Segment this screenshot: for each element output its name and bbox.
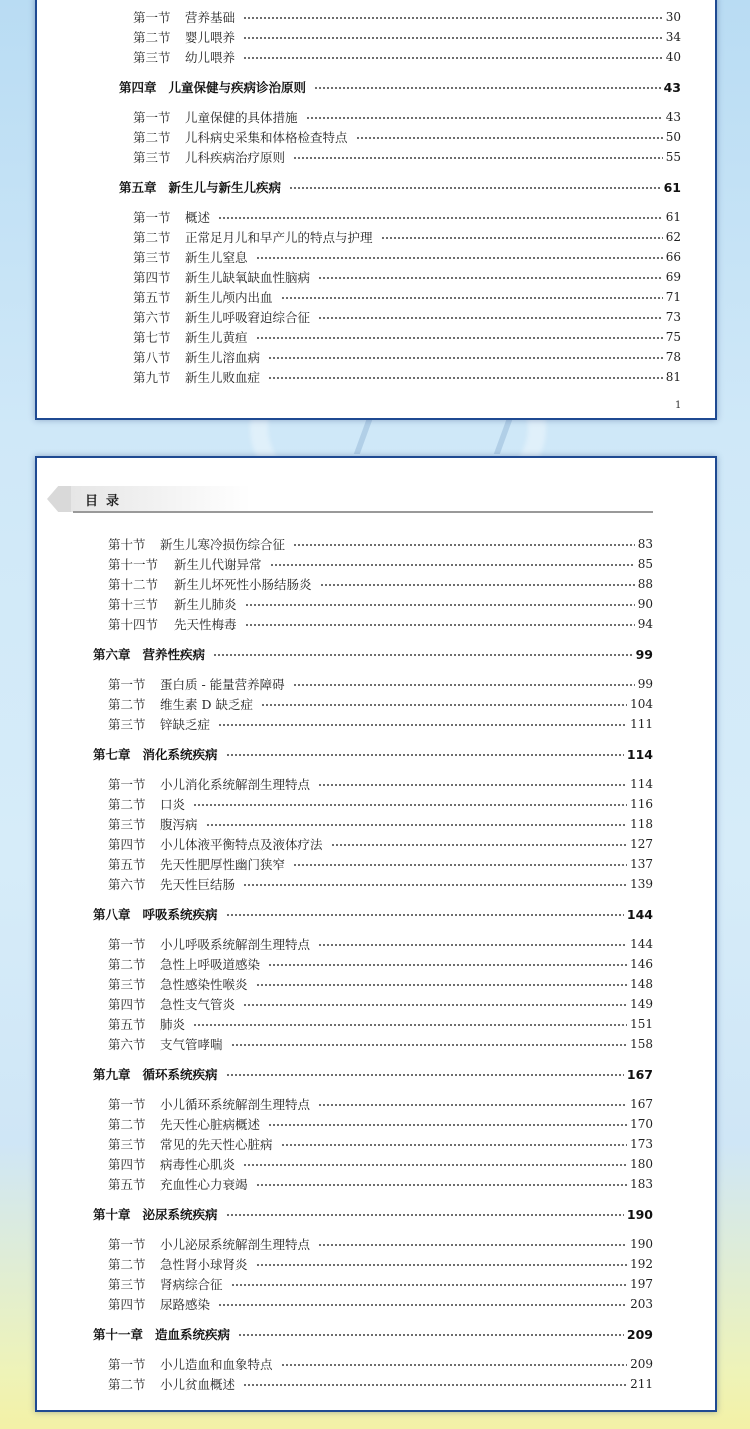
dot-leader <box>306 117 663 119</box>
toc-section-row[interactable] <box>108 974 653 994</box>
section-number: 第四节 <box>108 1157 146 1172</box>
dot-leader <box>243 1004 627 1006</box>
dot-leader <box>356 137 663 139</box>
dot-leader <box>243 57 663 59</box>
toc-chapter-row[interactable] <box>93 1204 653 1224</box>
section-number: 第三节 <box>108 1277 146 1292</box>
page-ref: 111 <box>630 717 653 731</box>
section-title: 急性肾小球肾炎 <box>160 1257 248 1272</box>
section-title: 营养基础 <box>185 10 236 25</box>
section-title: 急性感染性喉炎 <box>160 977 248 992</box>
dot-leader <box>256 984 628 986</box>
section-title: 先天性心脏病概述 <box>160 1117 261 1132</box>
dot-leader <box>314 87 661 89</box>
section-number: 第一节 <box>108 777 146 792</box>
section-title: 小儿贫血概述 <box>160 1377 236 1392</box>
dot-leader <box>245 604 635 606</box>
dot-leader <box>243 1384 627 1386</box>
page-ref: 71 <box>665 290 681 304</box>
section-number: 第二节 <box>108 797 146 812</box>
header-rule <box>73 511 653 513</box>
page-ref: 78 <box>665 350 681 364</box>
toc-section-row[interactable] <box>108 694 653 714</box>
chapter-number: 第六章 <box>93 647 131 662</box>
chapter-number: 第四章 <box>119 80 157 95</box>
section-number: 第二节 <box>133 30 171 45</box>
toc-section-row[interactable] <box>133 247 681 267</box>
section-title: 新生儿寒冷损伤综合征 <box>160 537 286 552</box>
toc-section-row[interactable] <box>133 27 681 47</box>
section-title: 小儿循环系统解剖生理特点 <box>160 1097 311 1112</box>
toc-section-row[interactable] <box>108 1374 653 1394</box>
section-number: 第十一节 <box>108 557 159 572</box>
chapter-number: 第九章 <box>93 1067 131 1082</box>
section-title: 新生儿呼吸窘迫综合征 <box>185 310 311 325</box>
toc-section-row[interactable] <box>108 1094 653 1114</box>
toc-section-row[interactable] <box>133 367 681 387</box>
dot-leader <box>293 544 635 546</box>
section-title: 病毒性心肌炎 <box>160 1157 236 1172</box>
section-number: 第六节 <box>108 877 146 892</box>
dot-leader <box>261 704 627 706</box>
section-title: 蛋白质 - 能量营养障碍 <box>160 677 285 692</box>
dot-leader <box>226 754 624 756</box>
section-title: 正常足月儿和早产儿的特点与护理 <box>185 230 373 245</box>
toc-chapter-row[interactable] <box>93 904 653 924</box>
section-number: 第三节 <box>133 50 171 65</box>
section-number: 第四节 <box>108 837 146 852</box>
page-ref: 34 <box>665 30 681 44</box>
section-title: 肾病综合征 <box>160 1277 223 1292</box>
section-title: 锌缺乏症 <box>160 717 211 732</box>
toc-section-row[interactable] <box>108 814 653 834</box>
section-title: 婴儿喂养 <box>185 30 236 45</box>
toc-section-row[interactable] <box>108 1274 653 1294</box>
page-ref: 118 <box>630 817 653 831</box>
section-number: 第二节 <box>133 230 171 245</box>
section-title: 常见的先天性心脏病 <box>160 1137 273 1152</box>
toc-section-row[interactable] <box>108 874 653 894</box>
dot-leader <box>331 844 628 846</box>
dot-leader <box>256 1184 628 1186</box>
section-number: 第四节 <box>108 997 146 1012</box>
section-title: 新生儿败血症 <box>185 370 261 385</box>
dot-leader <box>268 1124 627 1126</box>
dot-leader <box>193 1024 627 1026</box>
dot-leader <box>268 964 627 966</box>
section-number: 第二节 <box>108 697 146 712</box>
section-number: 第六节 <box>108 1037 146 1052</box>
toc-chapter-row[interactable] <box>93 644 653 664</box>
section-number: 第一节 <box>108 1237 146 1252</box>
dot-leader <box>218 724 627 726</box>
toc-section-row[interactable] <box>108 1354 653 1374</box>
page-ref: 192 <box>630 1257 653 1271</box>
page-ref: 61 <box>663 179 681 195</box>
dot-leader <box>318 1244 627 1246</box>
toc-section-row[interactable] <box>108 574 653 594</box>
toc-section-row[interactable] <box>108 1294 653 1314</box>
page-ref: 127 <box>630 837 653 851</box>
page-ref: 190 <box>626 1206 653 1222</box>
section-title: 腹泻病 <box>160 817 198 832</box>
page-ref: 148 <box>630 977 653 991</box>
dot-leader <box>281 297 663 299</box>
toc-section-row[interactable] <box>133 107 681 127</box>
page-ref: 90 <box>637 597 653 611</box>
toc-section-row[interactable] <box>133 267 681 287</box>
dot-leader <box>213 654 633 656</box>
section-title: 儿科病史采集和体格检查特点 <box>185 130 348 145</box>
page-ref: 209 <box>626 1326 653 1342</box>
section-number: 第七节 <box>133 330 171 345</box>
section-title: 幼儿喂养 <box>185 50 236 65</box>
dot-leader <box>256 337 663 339</box>
dot-leader <box>245 624 635 626</box>
dot-leader <box>381 237 663 239</box>
section-title: 小儿呼吸系统解剖生理特点 <box>160 937 311 952</box>
section-number: 第一节 <box>133 210 171 225</box>
page-ref: 190 <box>630 1237 653 1251</box>
toc-section-row[interactable] <box>108 1154 653 1174</box>
dot-leader <box>293 157 663 159</box>
page-ref: 151 <box>630 1017 653 1031</box>
toc-section-row[interactable] <box>133 207 681 227</box>
section-title: 新生儿代谢异常 <box>174 557 262 572</box>
page-ref: 167 <box>630 1097 653 1111</box>
section-number: 第二节 <box>108 1117 146 1132</box>
section-number: 第一节 <box>108 677 146 692</box>
toc-section-row[interactable] <box>108 1114 653 1134</box>
toc-section-row[interactable] <box>108 674 653 694</box>
section-number: 第一节 <box>133 110 171 125</box>
page-ref: 61 <box>665 210 681 224</box>
toc-section-row[interactable] <box>133 227 681 247</box>
section-number: 第四节 <box>133 270 171 285</box>
dot-leader <box>226 1214 624 1216</box>
page-ref: 69 <box>665 270 681 284</box>
page-ref: 81 <box>665 370 681 384</box>
section-number: 第十三节 <box>108 597 159 612</box>
dot-leader <box>231 1044 628 1046</box>
dot-leader <box>256 257 663 259</box>
section-number: 第三节 <box>108 977 146 992</box>
section-title: 先天性巨结肠 <box>160 877 236 892</box>
section-title: 肺炎 <box>160 1017 186 1032</box>
page-ref: 99 <box>635 646 653 662</box>
page-ref: 183 <box>630 1177 653 1191</box>
toc-header-title: 目录 <box>85 494 128 509</box>
page-ref: 43 <box>665 110 681 124</box>
page-ref: 197 <box>630 1277 653 1291</box>
page-ref: 104 <box>630 697 653 711</box>
page-ref: 50 <box>665 130 681 144</box>
page-ref: 114 <box>630 777 653 791</box>
chapter-number: 第八章 <box>93 907 131 922</box>
toc-chapter-row[interactable] <box>93 1064 653 1084</box>
toc-section-row[interactable] <box>133 127 681 147</box>
dot-leader <box>320 584 635 586</box>
section-number: 第三节 <box>108 817 146 832</box>
section-title: 新生儿缺氧缺血性脑病 <box>185 270 311 285</box>
section-number: 第一节 <box>108 1097 146 1112</box>
chapter-title: 造血系统疾病 <box>155 1327 231 1342</box>
section-number: 第二节 <box>108 1257 146 1272</box>
toc-section-row[interactable] <box>108 934 653 954</box>
page-ref: 88 <box>637 577 653 591</box>
section-number: 第三节 <box>108 717 146 732</box>
toc-section-row[interactable] <box>108 1234 653 1254</box>
dot-leader <box>226 914 624 916</box>
toc-section-row[interactable] <box>108 1134 653 1154</box>
dot-leader <box>206 824 628 826</box>
toc-chapter-row[interactable] <box>119 77 681 97</box>
section-title: 新生儿窒息 <box>185 250 248 265</box>
page-ref: 94 <box>637 617 653 631</box>
chapter-number: 第十章 <box>93 1207 131 1222</box>
toc-section-row[interactable] <box>108 714 653 734</box>
dot-leader <box>270 564 635 566</box>
chapter-title: 循环系统疾病 <box>142 1067 218 1082</box>
dot-leader <box>256 1264 628 1266</box>
section-number: 第三节 <box>133 250 171 265</box>
toc-page-2 <box>35 456 717 1412</box>
toc-section-row[interactable] <box>108 594 653 614</box>
toc-chapter-row[interactable] <box>93 744 653 764</box>
chapter-number: 第十一章 <box>93 1327 144 1342</box>
page-ref: 40 <box>665 50 681 64</box>
dot-leader <box>318 1104 627 1106</box>
chapter-number: 第五章 <box>119 180 157 195</box>
section-number: 第十四节 <box>108 617 159 632</box>
toc-chapter-row[interactable] <box>119 177 681 197</box>
toc-section-row[interactable] <box>108 554 653 574</box>
dot-leader <box>231 1284 628 1286</box>
toc-page-1 <box>35 0 717 420</box>
chapter-title: 消化系统疾病 <box>142 747 218 762</box>
page-ref: 209 <box>630 1357 653 1371</box>
toc-section-row[interactable] <box>133 287 681 307</box>
section-number: 第一节 <box>133 10 171 25</box>
section-title: 先天性肥厚性幽门狭窄 <box>160 857 286 872</box>
toc-section-row[interactable] <box>133 327 681 347</box>
section-number: 第三节 <box>133 150 171 165</box>
section-number: 第二节 <box>108 957 146 972</box>
toc-section-row[interactable] <box>133 7 681 27</box>
dot-leader <box>238 1334 624 1336</box>
dot-leader <box>243 37 663 39</box>
section-number: 第五节 <box>133 290 171 305</box>
section-number: 第五节 <box>108 857 146 872</box>
toc-section-row[interactable] <box>133 307 681 327</box>
section-title: 维生素 D 缺乏症 <box>160 697 253 712</box>
page-ref: 137 <box>630 857 653 871</box>
toc-section-row[interactable] <box>108 614 653 634</box>
section-title: 儿科疾病治疗原则 <box>185 150 286 165</box>
toc-section-row[interactable] <box>108 794 653 814</box>
page-ref: 75 <box>665 330 681 344</box>
page-ref: 99 <box>637 677 653 691</box>
section-number: 第二节 <box>108 1377 146 1392</box>
section-title: 支气管哮喘 <box>160 1037 223 1052</box>
toc-section-row[interactable] <box>108 1254 653 1274</box>
toc-section-row[interactable] <box>108 854 653 874</box>
toc-header <box>47 486 653 512</box>
toc-section-row[interactable] <box>133 47 681 67</box>
section-number: 第六节 <box>133 310 171 325</box>
page-ref: 180 <box>630 1157 653 1171</box>
section-title: 小儿消化系统解剖生理特点 <box>160 777 311 792</box>
toc-section-row[interactable] <box>133 347 681 367</box>
page-ref: 144 <box>630 937 653 951</box>
page-ref: 83 <box>637 537 653 551</box>
dot-leader <box>293 864 627 866</box>
section-number: 第二节 <box>133 130 171 145</box>
section-title: 口炎 <box>160 797 186 812</box>
section-title: 概述 <box>185 210 211 225</box>
page-ref: 55 <box>665 150 681 164</box>
dot-leader <box>268 357 663 359</box>
chapter-title: 营养性疾病 <box>142 647 206 662</box>
page-number: 1 <box>675 400 682 411</box>
section-title: 儿童保健的具体措施 <box>185 110 298 125</box>
page-ref: 114 <box>626 746 653 762</box>
dot-leader <box>243 17 663 19</box>
dot-leader <box>318 784 627 786</box>
dot-leader <box>318 277 663 279</box>
page-ref: 85 <box>637 557 653 571</box>
section-number: 第八节 <box>133 350 171 365</box>
page-ref: 146 <box>630 957 653 971</box>
page-ref: 173 <box>630 1137 653 1151</box>
section-title: 新生儿肺炎 <box>174 597 237 612</box>
section-number: 第一节 <box>108 937 146 952</box>
section-number: 第五节 <box>108 1017 146 1032</box>
toc-chapter-row[interactable] <box>93 1324 653 1344</box>
toc-section-row[interactable] <box>108 534 653 554</box>
page-ref: 211 <box>630 1377 653 1391</box>
section-title: 新生儿溶血病 <box>185 350 261 365</box>
chapter-title: 泌尿系统疾病 <box>142 1207 218 1222</box>
page-ref: 167 <box>626 1066 653 1082</box>
page-ref: 144 <box>626 906 653 922</box>
toc-section-row[interactable] <box>133 147 681 167</box>
section-title: 新生儿坏死性小肠结肠炎 <box>174 577 312 592</box>
dot-leader <box>318 317 663 319</box>
toc-section-row[interactable] <box>108 1014 653 1034</box>
section-title: 小儿造血和血象特点 <box>160 1357 273 1372</box>
page-ref: 170 <box>630 1117 653 1131</box>
section-number: 第十二节 <box>108 577 159 592</box>
section-title: 尿路感染 <box>160 1297 211 1312</box>
page-ref: 149 <box>630 997 653 1011</box>
dot-leader <box>218 1304 627 1306</box>
dot-leader <box>243 1164 627 1166</box>
toc-section-row[interactable] <box>108 834 653 854</box>
section-title: 先天性梅毒 <box>174 617 237 632</box>
section-title: 新生儿黄疸 <box>185 330 248 345</box>
dot-leader <box>268 377 663 379</box>
section-title: 急性支气管炎 <box>160 997 236 1012</box>
section-title: 急性上呼吸道感染 <box>160 957 261 972</box>
section-title: 小儿体液平衡特点及液体疗法 <box>160 837 323 852</box>
dot-leader <box>289 187 661 189</box>
section-number: 第一节 <box>108 1357 146 1372</box>
section-number: 第四节 <box>108 1297 146 1312</box>
chapter-number: 第七章 <box>93 747 131 762</box>
page-ref: 43 <box>663 79 681 95</box>
dot-leader <box>281 1144 628 1146</box>
page-ref: 158 <box>630 1037 653 1051</box>
toc-section-row[interactable] <box>108 1034 653 1054</box>
section-title: 充血性心力衰竭 <box>160 1177 248 1192</box>
page-ref: 66 <box>665 250 681 264</box>
toc-section-row[interactable] <box>108 994 653 1014</box>
page-ref: 203 <box>630 1297 653 1311</box>
section-title: 新生儿颅内出血 <box>185 290 273 305</box>
page-ref: 139 <box>630 877 653 891</box>
chapter-title: 呼吸系统疾病 <box>142 907 218 922</box>
dot-leader <box>243 884 627 886</box>
toc-section-row[interactable] <box>108 954 653 974</box>
section-number: 第十节 <box>108 537 146 552</box>
section-number: 第三节 <box>108 1137 146 1152</box>
dot-leader <box>293 684 635 686</box>
page-ref: 30 <box>665 10 681 24</box>
dot-leader <box>281 1364 628 1366</box>
section-number: 第九节 <box>133 370 171 385</box>
section-title: 小儿泌尿系统解剖生理特点 <box>160 1237 311 1252</box>
chapter-title: 儿童保健与疾病诊治原则 <box>168 80 307 95</box>
dot-leader <box>226 1074 624 1076</box>
toc-section-row[interactable] <box>108 774 653 794</box>
dot-leader <box>318 944 627 946</box>
page-ref: 116 <box>630 797 653 811</box>
dot-leader <box>193 804 627 806</box>
dot-leader <box>218 217 663 219</box>
page-ref: 73 <box>665 310 681 324</box>
chapter-title: 新生儿与新生儿疾病 <box>168 180 282 195</box>
section-number: 第五节 <box>108 1177 146 1192</box>
toc-section-row[interactable] <box>108 1174 653 1194</box>
page-ref: 62 <box>665 230 681 244</box>
